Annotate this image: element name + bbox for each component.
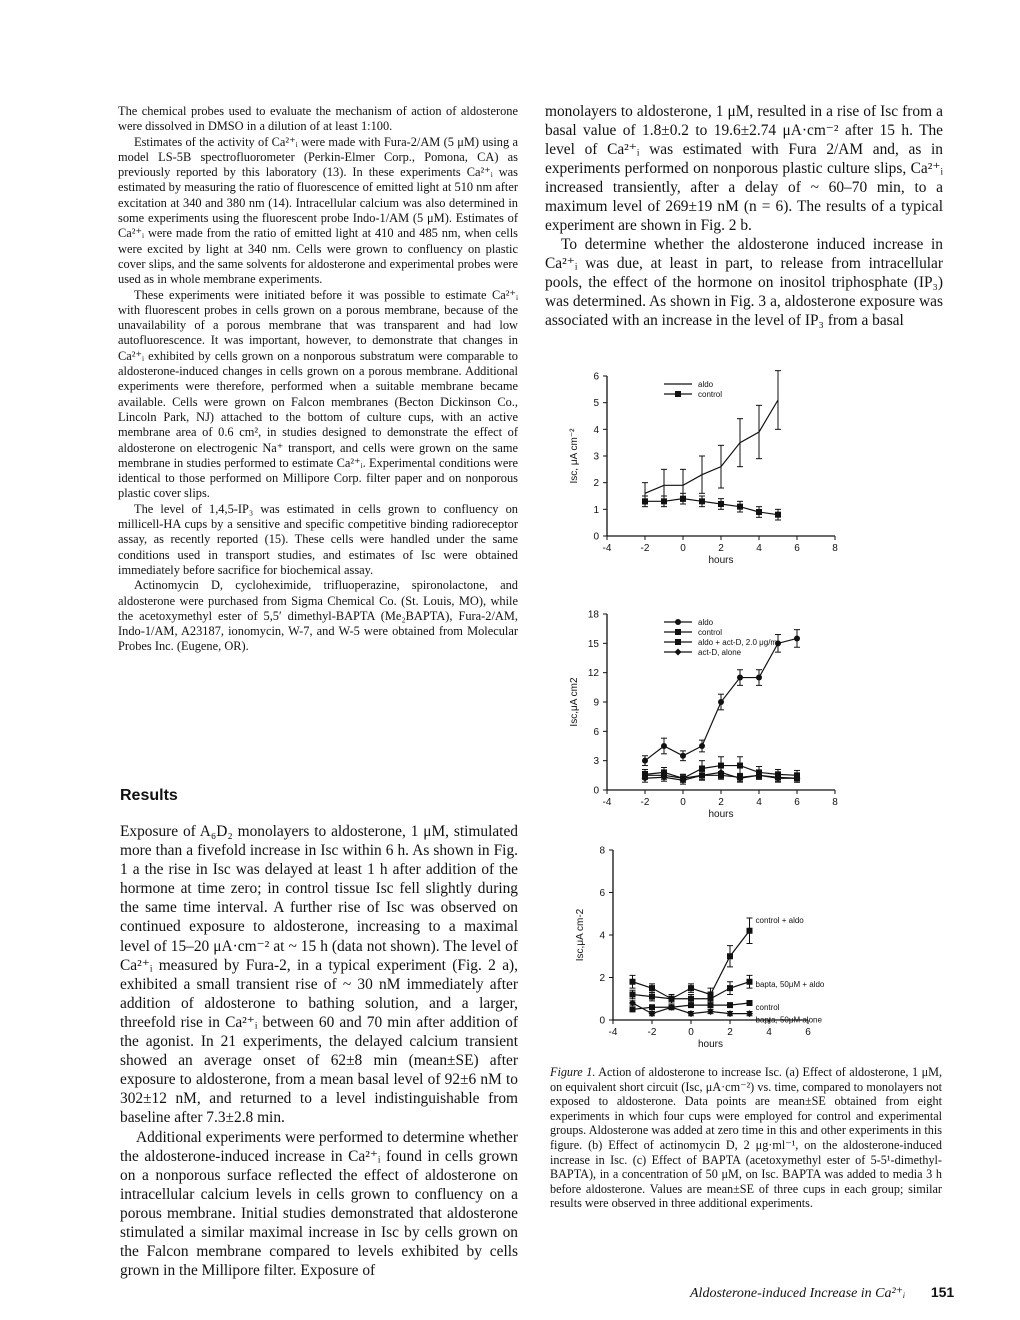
y-tick-label: 0: [599, 1015, 605, 1027]
y-tick-label: 4: [593, 424, 599, 436]
data-point: [688, 996, 694, 1002]
y-tick-label: 4: [599, 930, 605, 942]
data-point: [756, 675, 762, 681]
data-point: [737, 763, 743, 769]
paragraph: monolayers to aldosterone, 1 μM, resulted in a rise of Isc from a basal value of 1.8±0.2 to 19.6±2.74 μA·cm⁻² after 15 h. The level of Ca²⁺ᵢ was estimated with Fura 2/AM and, as in experiments performed on nonporous plastic culture slips, Ca²⁺ᵢ increased transiently, after a delay of ~ 60–70 min, to a maximum level of 269±19 nM (n = 6). The results of a typical experiment are shown in Fig. 2 b.: [545, 103, 943, 234]
data-point: [727, 953, 733, 959]
x-tick-label: 0: [688, 1027, 694, 1038]
x-tick-label: -4: [602, 543, 612, 554]
data-point: [718, 699, 724, 705]
running-head: Aldosterone-induced Increase in Ca²⁺ᵢ: [690, 1286, 906, 1301]
data-point: [661, 743, 667, 749]
legend-marker: [675, 639, 681, 645]
data-point: [649, 1004, 655, 1010]
y-tick-label: 12: [587, 668, 599, 680]
y-axis-label: Isc, μA cm⁻²: [569, 428, 580, 484]
y-tick-label: 0: [593, 785, 599, 797]
paragraph: The level of 1,4,5-IP₃ was estimated in cells grown to confluency on millicell-HA cups by a sensitive and specific competitive binding radioreceptor assay, as recently reported (15). These cells were handled under the same conditions used in transport studies, and estimates of Isc were obtained immediately before sacrifice for biochemical assay.: [118, 501, 518, 577]
y-axis-label: Isc,μA cm-2: [575, 908, 586, 962]
paragraph: The chemical probes used to evaluate the mechanism of action of aldosterone were dissolved in DMSO in a dilution of at least 1:100.: [118, 104, 518, 134]
series-label: control + aldo: [755, 915, 804, 925]
chart-c: [545, 842, 915, 1057]
y-tick-label: 3: [593, 756, 599, 768]
data-point: [669, 996, 675, 1002]
caption-lead: Figure 1.: [550, 1065, 596, 1079]
y-tick-label: 5: [593, 398, 599, 410]
y-tick-label: 2: [593, 478, 599, 490]
y-tick-label: 3: [593, 451, 599, 463]
y-tick-label: 6: [593, 726, 599, 738]
y-tick-label: 9: [593, 697, 599, 709]
x-tick-label: 6: [794, 797, 800, 808]
data-point: [708, 1002, 714, 1008]
x-tick-label: -2: [647, 1027, 657, 1038]
data-point: [727, 1002, 733, 1008]
legend-label: aldo + act-D, 2.0 μg/ml: [698, 638, 779, 647]
x-tick-label: 4: [756, 543, 762, 554]
series-label: bapta, 50μM alone: [755, 1015, 822, 1025]
data-point: [737, 675, 743, 681]
x-tick-label: 6: [805, 1027, 811, 1038]
data-point: [630, 979, 636, 985]
right-column: [545, 102, 943, 330]
y-axis-label: Isc,μA cm2: [569, 677, 580, 727]
data-point: [661, 498, 667, 504]
paragraph: Actinomycin D, cycloheximide, trifluoperazine, spironolactone, and aldosterone were purchased from Sigma Chemical Co. (St. Louis, MO), while the acetoxymethyl ester of 5,5′ dimethyl-BAPTA (Me₂BAPTA), Fura-2/AM, Indo-1/AM, A23187, ionomycin, W-7, and W-5 were obtained from Molecular Probes Inc. (Eugene, OR).: [118, 578, 518, 654]
y-tick-label: 18: [587, 609, 599, 621]
legend-label: aldo: [698, 618, 714, 627]
x-tick-label: 4: [766, 1027, 772, 1038]
x-tick-label: 2: [718, 797, 724, 808]
x-tick-label: 8: [832, 797, 838, 808]
x-tick-label: -4: [608, 1027, 618, 1038]
x-tick-label: 0: [680, 543, 686, 554]
y-tick-label: 6: [599, 888, 605, 899]
x-tick-label: -4: [602, 797, 612, 808]
figure-panel-c: [545, 842, 915, 1062]
data-point: [630, 992, 636, 998]
series-label: control: [755, 1003, 780, 1012]
legend-label: control: [698, 390, 723, 399]
data-point: [649, 985, 655, 991]
series-label: bapta, 50μM + aldo: [755, 979, 825, 989]
figure-panel-a: [545, 368, 875, 573]
y-tick-label: 6: [593, 371, 599, 383]
paragraph: Additional experiments were performed to determine whether the aldosterone-induced increase in Ca²⁺ᵢ found in cells grown on a nonporous surface reflected the effect of aldosterone on intracellular calcium levels in cells grown to confluency on a porous membrane. Initial studies demonstrated that aldosterone stimulated a similar maximal increase in Isc by cells grown on the Falcon membrane compared to levels exhibited by cells grown in the Millipore filter. Exposure of: [120, 1128, 518, 1280]
data-point: [630, 1006, 636, 1012]
data-point: [775, 512, 781, 518]
data-point: [688, 985, 694, 991]
paragraph: To determine whether the aldosterone induced increase in Ca²⁺ᵢ was due, at least in part, to release from intracellular pools, the effect of the hormone on inositol triphosphate (IP₃) was determined. As shown in Fig. 3 a, aldosterone exposure was associated with an increase in the level of IP₃ from a basal: [545, 236, 943, 329]
y-tick-label: 15: [587, 638, 599, 650]
data-point: [747, 979, 753, 985]
data-point: [699, 498, 705, 504]
paragraph: These experiments were initiated before it was possible to estimate Ca²⁺ᵢ with fluorescent probes in cells grown on a porous membrane, because of the unavailability of a porous membrane that was transparent and had low autofluorescence. It was important, however, to demonstrate that changes in Ca²⁺ᵢ exhibited by cells grown on a nonporous substratum were comparable to aldosterone-induced changes in cells grown on a porous membrane. Additional experiments were therefore, performed when a suitable membrane became available. Cells were grown on Falcon membranes (Becton Dickinson Co., Lincoln Park, NJ) attached to the bottom of culture cups, with an active membrane area of 0.6 cm², in studies designed to demonstrate the effect of aldosterone on electrogenic Na⁺ transport, and cells were grown on the same membrane in studies performed to estimate Ca²⁺ᵢ. Experimental conditions were identical to those performed on Millipore Corp. filter paper and on nonporous plastic cover slips.: [118, 287, 518, 501]
data-point: [727, 985, 733, 991]
data-point: [642, 758, 648, 764]
series-line-0: [645, 400, 778, 493]
data-point: [708, 996, 714, 1002]
x-tick-label: 4: [756, 797, 762, 808]
page-footer: [690, 1284, 954, 1302]
chart-a: [545, 368, 875, 568]
y-tick-label: 1: [593, 504, 599, 516]
legend-label: act-D, alone: [698, 648, 742, 657]
x-tick-label: 2: [727, 1027, 733, 1038]
y-tick-label: 8: [599, 845, 605, 857]
legend-marker: [675, 629, 681, 635]
x-tick-label: -2: [640, 797, 650, 808]
legend-label: aldo: [698, 380, 714, 389]
figure-panel-b: [545, 610, 875, 825]
x-tick-label: 6: [794, 543, 800, 554]
page-number: 151: [930, 1284, 955, 1300]
data-point: [747, 928, 753, 934]
x-tick-label: 2: [718, 543, 724, 554]
caption-text: Action of aldosterone to increase Isc. (a) Effect of aldosterone, 1 μM, on equivalent short circuit (Isc, μA·cm⁻²) vs. time, compared to monolayers not exposed to aldosterone. Data points are mean±SE obtained from eight experiments in which four cups were employed for control and experimental groups. Aldosterone was added at zero time in this and other experiments in this figure. (b) Effect of actinomycin D, 2 μg·ml⁻¹, on the aldosterone-induced increase in Isc. (c) Effect of BAPTA (acetoxymethyl ester of 5-5¹-dimethyl-BAPTA), in a concentration of 50 μM, on Isc. BAPTA was added to media 3 h before aldosterone. Values are mean±SE of three cups in each group; similar results were observed in three additional experiments.: [550, 1065, 942, 1211]
results-body: [120, 822, 518, 1280]
data-point: [680, 496, 686, 502]
data-point: [737, 504, 743, 510]
chart-b: [545, 610, 875, 820]
x-axis-label: hours: [708, 809, 734, 820]
data-point: [642, 498, 648, 504]
data-point: [756, 509, 762, 515]
paragraph: Estimates of the activity of Ca²⁺ᵢ were made with Fura-2/AM (5 μM) using a model LS-5B spectrofluorometer (Perkin-Elmer Corp., Pomona, CA) as previously reported by this laboratory (13). In these experiments Ca²⁺ᵢ was estimated by measuring the ratio of fluorescence of emitted light at 510 nm after excitation at 340 and 380 nm (14). Intracellular calcium was also determined in some experiments using the fluorescent probe Indo-1/AM (5 μM). Estimates of Ca²⁺ᵢ were made from the ratio of emitted light at 410 and 485 nm, when cells were excited by light at 340 nm. Cells were grown to confluency on plastic cover slips, and the same solvents for aldosterone and experimental probes were used as in whole membrane experiments.: [118, 134, 518, 287]
legend-marker: [675, 649, 682, 656]
x-axis-label: hours: [697, 1039, 724, 1050]
figure-caption: [550, 1065, 942, 1211]
data-point: [718, 501, 724, 507]
legend-marker: [675, 619, 681, 625]
x-axis-label: hours: [708, 555, 734, 566]
data-point: [747, 1000, 753, 1006]
data-point: [680, 753, 686, 759]
data-point: [688, 1002, 694, 1008]
legend-marker: [675, 391, 681, 397]
y-tick-label: 2: [599, 973, 605, 984]
data-point: [699, 743, 705, 749]
data-point: [794, 635, 800, 641]
x-tick-label: -2: [640, 543, 650, 554]
x-tick-label: 8: [832, 543, 838, 554]
results-heading: Results: [120, 787, 178, 804]
y-tick-label: 0: [593, 531, 599, 543]
data-point: [649, 994, 655, 1000]
left-column: [118, 104, 518, 655]
paragraph: Exposure of A₆D₂ monolayers to aldosterone, 1 μM, stimulated more than a fivefold increase in Isc within 6 h. As shown in Fig. 1 a the rise in Isc was delayed at least 1 h after addition of the hormone at time zero; in control tissue Isc fell slightly during the same time interval. A further rise of Isc was observed on continued exposure to aldosterone, increasing to a maximal level of 15–20 μA·cm⁻² at ~ 15 h (data not shown). The level of Ca²⁺ᵢ measured by Fura-2, in a typical experiment (Fig. 2 a), exhibited a small transient rise of ~ 30 nM immediately after addition of aldosterone to bathing solution, and a larger, threefold rise in Ca²⁺ᵢ between 60 and 70 min after addition of the agonist. In 21 experiments, the delayed calcium transient showed an average onset of 62±8 min (mean±SE) after exposure to aldosterone, from a mean basal level of 92±6 nM to 302±12 nM, and returned to a level indistinguishable from baseline after 7.3±2.8 min.: [120, 823, 518, 1127]
legend-label: control: [698, 628, 723, 637]
x-tick-label: 0: [680, 797, 686, 808]
